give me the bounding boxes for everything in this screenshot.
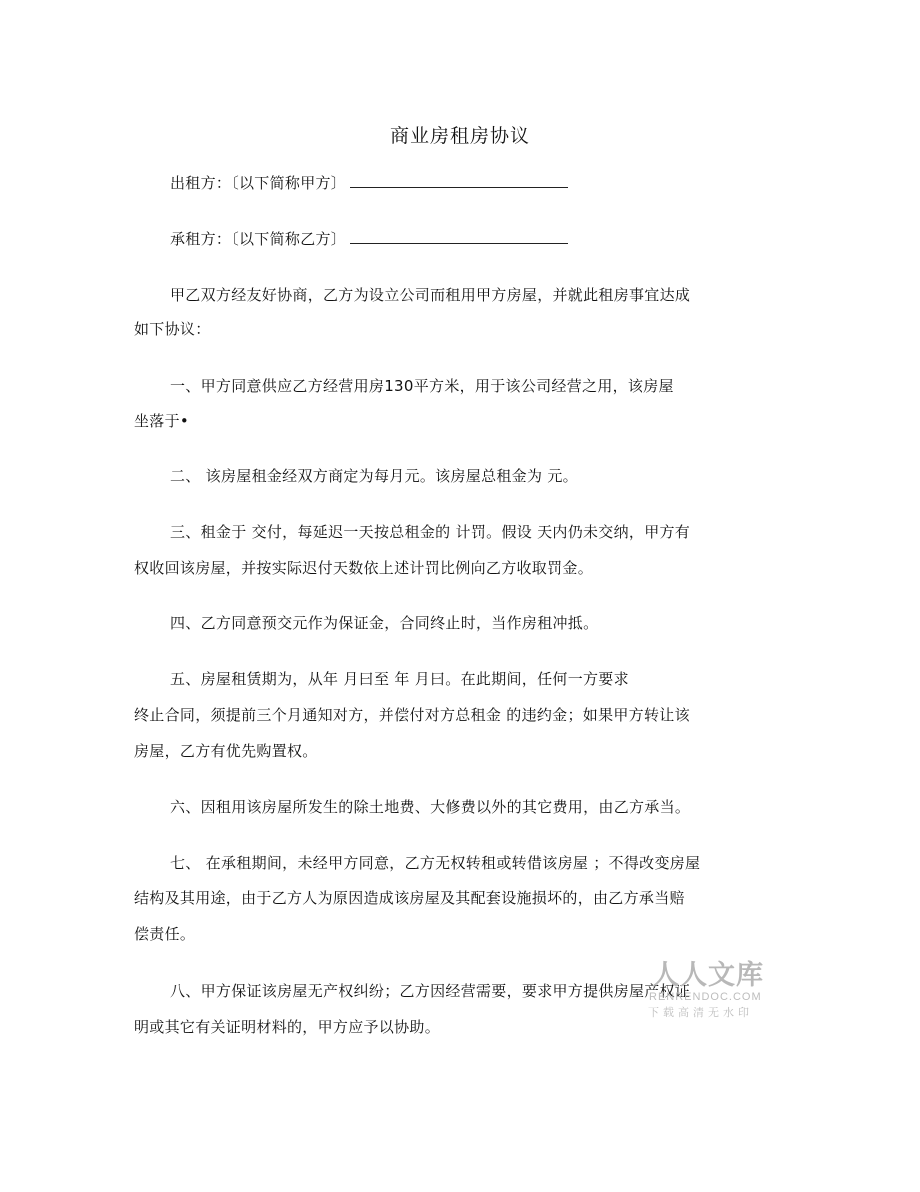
clause-6-line-1: 六、因租用该房屋所发生的除土地费、大修费以外的其它费用，由乙方承当。 [170, 798, 691, 816]
lessee-line [170, 229, 568, 249]
lessee-blank [350, 229, 568, 244]
watermark-logo-text: 人人文库 [652, 960, 764, 990]
clause-2-line-1: 二、 该房屋租金经双方商定为每月元。该房屋总租金为 元。 [170, 467, 578, 485]
clause-7-line-3: 偿责任。 [134, 925, 196, 943]
clause-8-line-2: 明或其它有关证明材料的，甲方应予以协助。 [134, 1018, 441, 1036]
clause-1-line-2: 坐落于• [134, 412, 190, 430]
clause-5-line-3: 房屋，乙方有优先购置权。 [134, 742, 318, 760]
clause-5-line-1: 五、房屋租赁期为，从年 月曰至 年 月曰。在此期间，任何一方要求 [170, 670, 629, 688]
intro-line-1: 甲乙双方经友好协商，乙方为设立公司而租用甲方房屋，并就此租房事宜达成 [170, 286, 691, 304]
watermark-site: RENRENDOC.COM [649, 991, 762, 1003]
clause-1-line-1: 一、甲方同意供应乙方经营用房130平方米，用于该公司经营之用，该房屋 [170, 377, 674, 395]
clause-8-line-1: 八、甲方保证该房屋无产权纠纷；乙方因经营需要，要求甲方提供房屋产权证 [170, 982, 691, 1000]
watermark [646, 960, 774, 1024]
lessor-blank [350, 173, 568, 188]
clause-3-line-1: 三、租金于 交付，每延迟一天按总租金的 计罚。假设 天内仍未交纳，甲方有 [170, 523, 691, 541]
clause-3-line-2: 权收回该房屋，并按实际迟付天数依上述计罚比例向乙方收取罚金。 [134, 559, 594, 577]
clause-5-line-2: 终止合同，须提前三个月通知对方，并偿付对方总租金 的违约金；如果甲方转让该 [134, 706, 690, 724]
clause-7-line-2: 结构及其用途，由于乙方人为原因造成该房屋及其配套设施损坏的，由乙方承当赔 [134, 889, 685, 907]
intro-line-2: 如下协议： [134, 320, 211, 338]
clause-7-line-1: 七、 在承租期间，未经甲方同意，乙方无权转租或转借该房屋 ；不得改变房屋 [170, 854, 701, 872]
page-title: 商业房租房协议 [389, 125, 530, 147]
clause-4-line-1: 四、乙方同意预交元作为保证金，合同终止时，当作房租冲抵。 [170, 614, 599, 632]
watermark-tagline: 下载高清无水印 [648, 1007, 753, 1019]
lessor-label: 出租方：〔以下简称甲方〕 [170, 174, 347, 192]
lessee-label: 承租方：〔以下简称乙方〕 [170, 230, 347, 248]
lessor-line [170, 173, 568, 193]
